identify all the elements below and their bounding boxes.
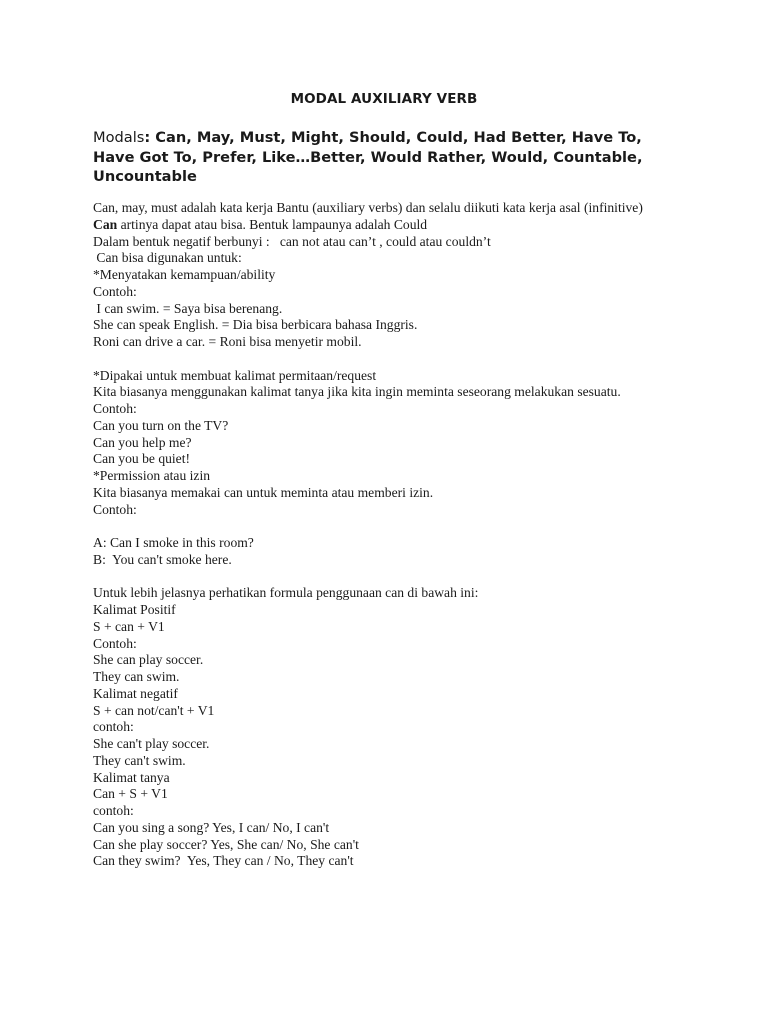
text-line: *Permission atau izin — [93, 468, 211, 483]
text-line: *Menyatakan kemampuan/ability — [93, 267, 276, 282]
request-paragraph: Kita biasanya menggunakan kalimat tanya jika kita ingin meminta seseorang melakukan sesuatu. — [93, 384, 621, 400]
text-line: Dalam bentuk negatif berbunyi : can not atau can’t , could atau couldn’t — [93, 233, 491, 249]
text-line: They can swim. — [93, 669, 180, 684]
text-line: Can bisa digunakan untuk: — [93, 250, 242, 266]
text-line: Can + S + V1 — [93, 786, 168, 802]
text-line: Kalimat negatif — [93, 685, 178, 701]
text-line: Contoh: — [93, 283, 137, 299]
can-definition-text: artinya dapat atau bisa. Bentuk lampaunya adalah Could — [117, 216, 428, 232]
blank-line — [93, 569, 693, 586]
modals-heading-lead: Modals — [93, 129, 145, 146]
text-line: She can speak English. = Dia bisa berbicara bahasa Inggris. — [93, 317, 418, 333]
modals-heading-list: : Can, May, Must, Might, Should, Could, Had Better, Have To, Have Got To, Prefer, Like…Better, Would Rather, Would, Countable, Uncountable — [93, 129, 643, 185]
dialog-line: B: You can't smoke here. — [93, 551, 232, 567]
blank-line — [93, 351, 693, 368]
text-line: She can play soccer. — [93, 652, 204, 668]
text-line: Untuk lebih jelasnya perhatikan formula penggunaan can di bawah ini: — [93, 585, 479, 601]
text-line: contoh: — [93, 719, 134, 735]
text-line: S + can + V1 — [93, 618, 165, 634]
text-line: Can you be quiet! — [93, 451, 191, 467]
text-line: S + can not/can't + V1 — [93, 702, 215, 718]
modals-heading — [93, 128, 683, 187]
intro-paragraph: Can, may, must adalah kata kerja Bantu (auxiliary verbs) dan selalu diikuti kata kerja asal (infinitive) — [93, 200, 643, 215]
text-line: She can't play soccer. — [93, 736, 210, 751]
text-line: Kalimat Positif — [93, 602, 176, 617]
can-definition — [93, 217, 693, 234]
text-line: Contoh: — [93, 635, 137, 651]
can-keyword: Can — [93, 216, 118, 232]
text-line: Can you turn on the TV? — [93, 417, 229, 433]
text-line: Can you sing a song? Yes, I can/ No, I can't — [93, 819, 330, 835]
text-line: Contoh: — [93, 501, 137, 517]
text-line: Can you help me? — [93, 434, 192, 450]
text-line: Can she play soccer? Yes, She can/ No, She can't — [93, 836, 359, 852]
text-line: They can't swim. — [93, 752, 186, 768]
text-line: I can swim. = Saya bisa berenang. — [93, 300, 283, 316]
document-body — [93, 200, 693, 870]
section-dialog — [93, 535, 693, 569]
text-line: Contoh: — [93, 401, 137, 416]
text-line: Can they swim? Yes, They can / No, They can't — [93, 853, 354, 869]
blank-line — [93, 518, 693, 535]
text-line: Kalimat tanya — [93, 769, 170, 785]
page-title: MODAL AUXILIARY VERB — [290, 91, 478, 107]
section-ability — [93, 234, 693, 351]
text-line: Kita biasanya memakai can untuk meminta atau memberi izin. — [93, 484, 434, 500]
section-formula — [93, 585, 693, 870]
text-line: contoh: — [93, 803, 134, 818]
dialog-line: A: Can I smoke in this room? — [93, 535, 254, 550]
request-heading: *Dipakai untuk membuat kalimat permitaan/request — [93, 367, 377, 383]
section-request — [93, 368, 693, 519]
text-line: Roni can drive a car. = Roni bisa menyetir mobil. — [93, 334, 362, 349]
